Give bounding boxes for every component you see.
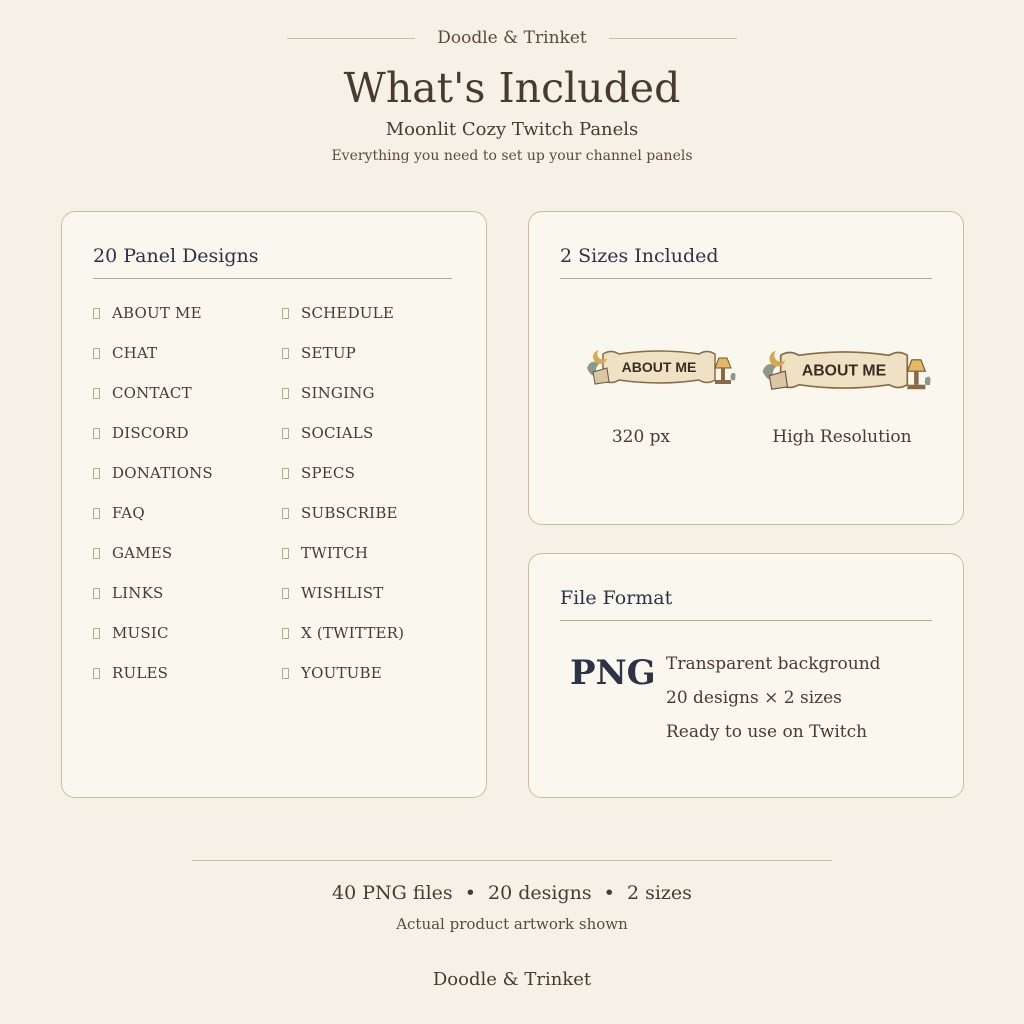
svg-text:ABOUT ME: ABOUT ME (621, 359, 697, 375)
list-item: X (TWITTER) (282, 624, 404, 642)
square-outline-icon (282, 308, 289, 319)
list-item: SOCIALS (282, 424, 373, 442)
lamp-icon (715, 358, 731, 368)
card-title: File Format (560, 587, 673, 609)
card-divider (93, 278, 452, 279)
list-item: SUBSCRIBE (282, 504, 398, 522)
footer-divider (192, 860, 832, 861)
footer-summary: 40 PNG files • 20 designs • 2 sizes (332, 882, 692, 904)
square-outline-icon (93, 508, 100, 519)
about-me-banner-large (753, 344, 935, 396)
size-label-high-res: High Resolution (772, 427, 912, 447)
list-item: FAQ (93, 504, 145, 522)
about-me-banner-small (581, 344, 737, 390)
panel-designs-card (61, 211, 487, 798)
square-outline-icon (282, 428, 289, 439)
footer-brand: Doodle & Trinket (432, 969, 592, 990)
square-outline-icon (282, 508, 289, 519)
card-title: 2 Sizes Included (560, 245, 719, 267)
leaf-icon (925, 377, 931, 386)
format-label: PNG (570, 653, 656, 693)
leaf-icon (731, 373, 736, 381)
square-outline-icon (93, 388, 100, 399)
square-outline-icon (93, 668, 100, 679)
divider-right (609, 38, 737, 39)
footer-note: Actual product artwork shown (396, 915, 628, 933)
list-item: MUSIC (93, 624, 169, 642)
brand-name: Doodle & Trinket (437, 28, 587, 48)
list-item: SCHEDULE (282, 304, 394, 322)
list-item: RULES (93, 664, 168, 682)
list-item: LINKS (93, 584, 164, 602)
lamp-icon (907, 360, 925, 371)
file-format-card (528, 553, 964, 798)
square-outline-icon (93, 548, 100, 559)
format-detail: 20 designs × 2 sizes (666, 688, 842, 708)
list-item: SPECS (282, 464, 355, 482)
square-outline-icon (282, 628, 289, 639)
square-outline-icon (282, 348, 289, 359)
sizes-card (528, 211, 964, 525)
square-outline-icon (93, 468, 100, 479)
divider-left (287, 38, 415, 39)
page-tagline: Everything you need to set up your channel panels (331, 148, 693, 164)
square-outline-icon (93, 588, 100, 599)
square-outline-icon (93, 428, 100, 439)
list-item: DONATIONS (93, 464, 213, 482)
list-item: CHAT (93, 344, 157, 362)
page-title: What's Included (343, 64, 681, 112)
list-item: YOUTUBE (282, 664, 382, 682)
square-outline-icon (282, 588, 289, 599)
format-detail: Ready to use on Twitch (666, 722, 868, 742)
list-item: WISHLIST (282, 584, 383, 602)
square-outline-icon (282, 388, 289, 399)
page-subtitle: Moonlit Cozy Twitch Panels (385, 119, 639, 140)
square-outline-icon (93, 348, 100, 359)
list-item: SINGING (282, 384, 375, 402)
card-title: 20 Panel Designs (93, 245, 259, 267)
format-detail: Transparent background (666, 654, 881, 674)
list-item: DISCORD (93, 424, 189, 442)
size-label-320: 320 px (611, 427, 671, 447)
list-item: SETUP (282, 344, 356, 362)
svg-text:ABOUT ME: ABOUT ME (801, 362, 887, 380)
card-divider (560, 620, 932, 621)
list-item: CONTACT (93, 384, 192, 402)
square-outline-icon (282, 468, 289, 479)
square-outline-icon (93, 628, 100, 639)
list-item: GAMES (93, 544, 172, 562)
square-outline-icon (93, 308, 100, 319)
card-divider (560, 278, 932, 279)
square-outline-icon (282, 548, 289, 559)
brand-header (0, 28, 1024, 48)
list-item: TWITCH (282, 544, 368, 562)
square-outline-icon (282, 668, 289, 679)
list-item: ABOUT ME (93, 304, 202, 322)
